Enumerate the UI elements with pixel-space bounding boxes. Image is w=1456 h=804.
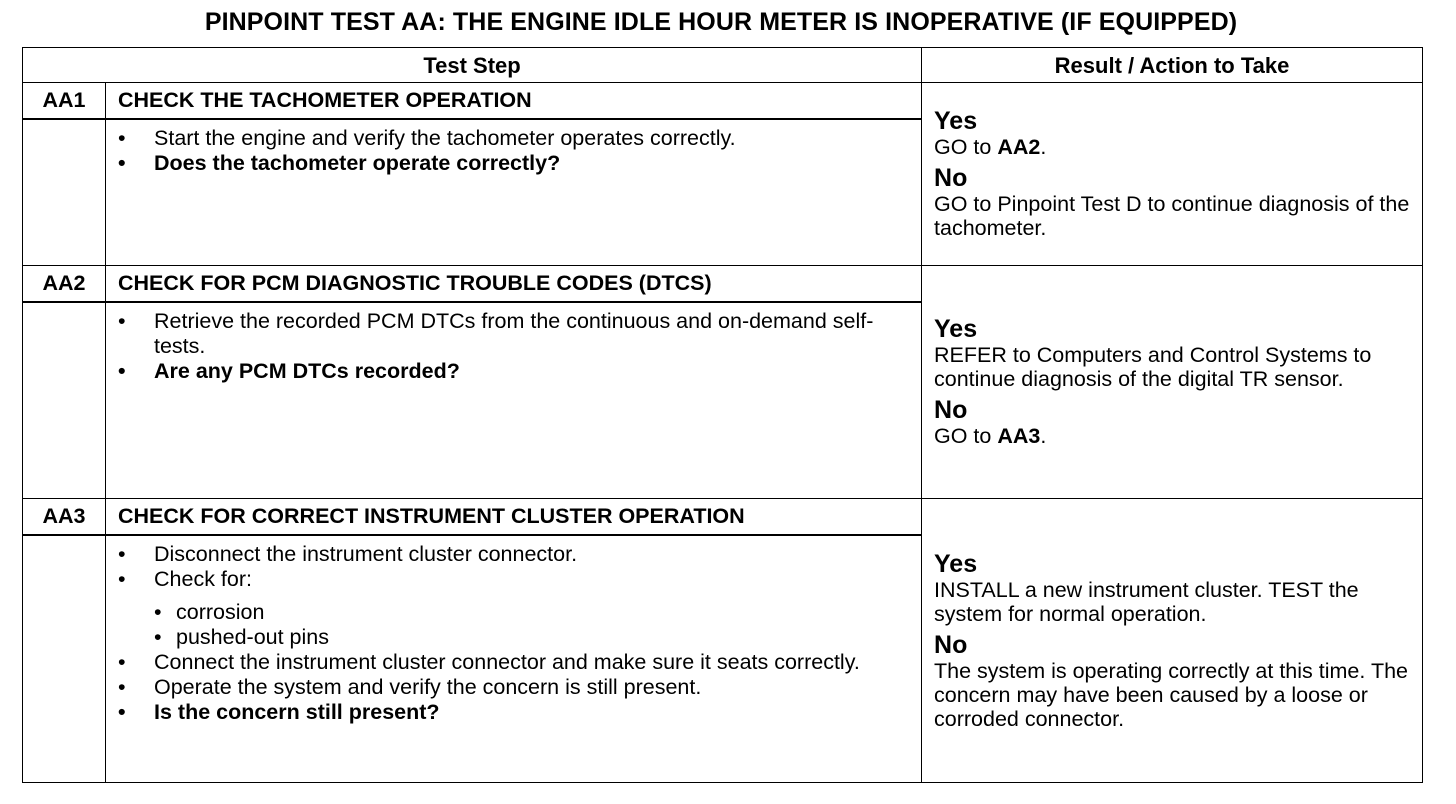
page-title: PINPOINT TEST AA: THE ENGINE IDLE HOUR METER IS INOPERATIVE (IF EQUIPPED) [204, 8, 1238, 36]
step-id: AA1 [23, 83, 106, 119]
step-bullet: • Retrieve the recorded PCM DTCs from the continuous and on-demand self-tests. [106, 309, 921, 359]
test-step-header: Test Step [23, 48, 922, 83]
step-bullet: • Connect the instrument cluster connector and make sure it seats correctly. [106, 650, 921, 675]
no-action: GO to AA3. [934, 424, 1047, 448]
sub-bullet: • corrosion [154, 600, 921, 625]
step-bullet: • Start the engine and verify the tachometer operates correctly. [106, 126, 921, 151]
no-action: The system is operating correctly at this time. The concern may have been caused by a loose or corroded connector. [934, 658, 1408, 731]
no-label: No [934, 396, 968, 424]
step-heading: CHECK THE TACHOMETER OPERATION [106, 83, 922, 119]
step-id-spacer [23, 535, 106, 783]
sub-bullet: • pushed-out pins [154, 625, 921, 650]
step-heading-row [23, 499, 1423, 535]
result-cell [922, 266, 1423, 499]
pinpoint-test-table [22, 47, 1423, 783]
result-cell [922, 499, 1423, 783]
no-label: No [934, 630, 968, 659]
step-heading: CHECK FOR CORRECT INSTRUMENT CLUSTER OPERATION [106, 499, 922, 535]
step-id: AA3 [23, 499, 106, 535]
step-heading-row [23, 83, 1423, 119]
step-id: AA2 [23, 266, 106, 302]
step-question: • Is the concern still present? [106, 700, 921, 725]
yes-action: INSTALL a new instrument cluster. TEST the system for normal operation. [934, 577, 1359, 626]
step-bullet: • Disconnect the instrument cluster connector. [106, 542, 921, 567]
step-heading-row [23, 266, 1423, 302]
yes-label: Yes [934, 549, 978, 578]
step-bullet: • Operate the system and verify the concern is still present. [106, 675, 921, 700]
yes-action: REFER to Computers and Control Systems to continue diagnosis of the digital TR sensor. [934, 343, 1372, 391]
step-body [106, 535, 922, 783]
table-header-row [23, 48, 1423, 83]
step-question: • Does the tachometer operate correctly? [106, 151, 921, 176]
sub-bullet-list [154, 592, 921, 650]
yes-action: GO to AA2. [934, 135, 1047, 159]
step-id-spacer [23, 302, 106, 499]
step-heading: CHECK FOR PCM DIAGNOSTIC TROUBLE CODES (DTCS) [106, 266, 922, 302]
result-header: Result / Action to Take [922, 48, 1423, 83]
step-bullet: • Check for: • corrosion • pushed-out pins [106, 567, 921, 650]
yes-label: Yes [934, 107, 978, 135]
result-cell [922, 83, 1423, 266]
step-question: • Are any PCM DTCs recorded? [106, 359, 921, 384]
step-id-spacer [23, 119, 106, 266]
no-action: GO to Pinpoint Test D to continue diagnosis of the tachometer. [934, 192, 1410, 240]
no-label: No [934, 164, 968, 192]
step-body [106, 119, 922, 266]
yes-label: Yes [934, 315, 978, 343]
step-body [106, 302, 922, 499]
